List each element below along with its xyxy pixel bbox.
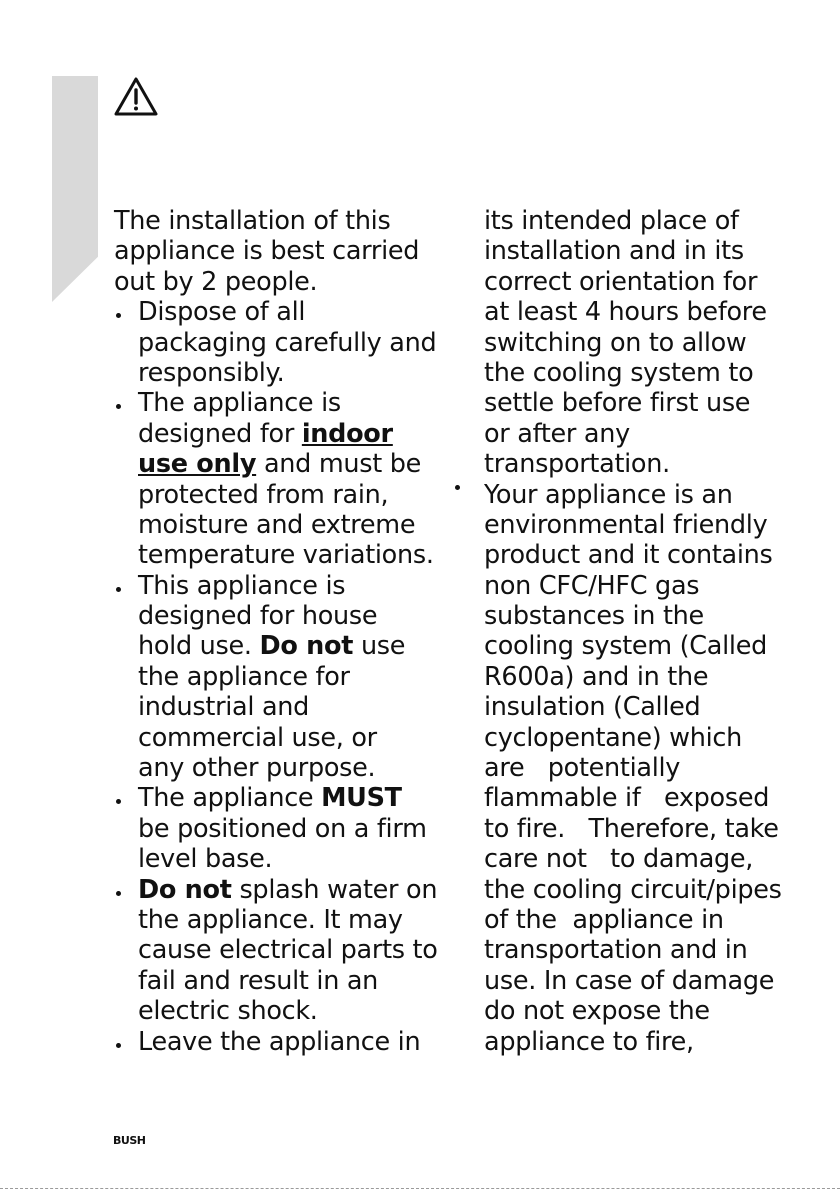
bullet-text-line: moisture and extreme xyxy=(138,509,416,540)
bullet-text-line: cyclopentane) which xyxy=(484,722,742,753)
bullet-text-line: appliance to fire, xyxy=(484,1026,694,1057)
bullet-text-line: cooling system (Called xyxy=(484,631,767,662)
intro-line: out by 2 people. xyxy=(114,266,318,297)
bullet-text-line xyxy=(114,419,459,449)
bullet-text-line: designed for house xyxy=(138,601,378,632)
bullet-text-line: substances in the xyxy=(484,601,704,632)
continued-text-line: at least 4 hours before xyxy=(484,297,767,328)
bullet-text-line: the appliance. It may xyxy=(138,904,403,935)
continued-text-line: or after any xyxy=(484,418,630,449)
bullet-item-environment: Your appliance is an xyxy=(484,480,824,510)
emphasis-use-only: use only xyxy=(138,449,257,480)
bullet-text-line xyxy=(114,449,459,479)
bullet-text-line: non CFC/HFC gas xyxy=(484,570,700,601)
bullet-text-line: use. In case of damage xyxy=(484,965,775,996)
bullet-text-line: to fire. Therefore, take xyxy=(484,813,779,844)
bullet-text-line: product and it contains xyxy=(484,540,773,571)
continued-text-line: installation and in its xyxy=(484,236,744,267)
bullet-item-indoor-use: The appliance is xyxy=(114,388,459,418)
emphasis-indoor: indoor xyxy=(301,418,393,449)
continued-text-line: its intended place of xyxy=(484,206,739,236)
text-run: splash water on xyxy=(231,874,438,905)
warning-triangle-icon xyxy=(113,76,159,118)
continued-text-line: the cooling system to xyxy=(484,357,754,388)
brand-logo-text: BUSH xyxy=(113,1134,146,1147)
bullet-text-line: cause electrical parts to xyxy=(138,935,438,966)
emphasis-must: MUST xyxy=(321,783,402,814)
emphasis-do-not: Do not xyxy=(138,874,232,905)
bullet-text-line xyxy=(114,631,459,661)
bullet-text-line: the cooling circuit/pipes xyxy=(484,874,782,905)
page-bottom-rule xyxy=(0,1188,840,1189)
text-run: hold use. xyxy=(138,631,260,662)
bullet-item-firm-base xyxy=(114,783,459,813)
bullet-text-line: are potentially xyxy=(484,753,681,784)
bullet-text-line: R600a) and in the xyxy=(484,661,709,692)
text-run: and must be xyxy=(256,449,421,480)
section-tab-marker xyxy=(52,76,98,302)
bullet-text-line: protected from rain, xyxy=(138,479,389,510)
intro-line: appliance is best carried xyxy=(114,236,420,267)
continued-text-line: transportation. xyxy=(484,449,670,480)
text-run: use xyxy=(353,631,406,662)
intro-line: The installation of this xyxy=(114,206,391,236)
right-text-column xyxy=(484,206,824,1057)
bullet-text-line: commercial use, or xyxy=(138,722,377,753)
bullet-text-line: care not to damage, xyxy=(484,844,754,875)
bullet-text-line: do not expose the xyxy=(484,996,710,1027)
bullet-text-line: level base. xyxy=(138,844,273,875)
continued-text-line: correct orientation for xyxy=(484,266,758,297)
bullet-text-line: temperature variations. xyxy=(138,540,434,571)
bullet-text-line: environmental friendly xyxy=(484,509,768,540)
bullet-text-line: transportation and in xyxy=(484,935,748,966)
bullet-text-line: be positioned on a firm xyxy=(138,813,427,844)
bullet-text-line: industrial and xyxy=(138,692,310,723)
bullet-item-leave-appliance: Leave the appliance in xyxy=(114,1027,459,1057)
bullet-text-line: fail and result in an xyxy=(138,965,379,996)
bullet-text-line: any other purpose. xyxy=(138,753,376,784)
text-run: designed for xyxy=(138,418,302,449)
bullet-item-packaging: Dispose of all xyxy=(114,297,459,327)
continued-text-line: switching on to allow xyxy=(484,327,747,358)
bullet-text-line: flammable if exposed xyxy=(484,783,770,814)
bullet-text-line: responsibly. xyxy=(138,357,285,388)
bullet-item-splash-water xyxy=(114,875,459,905)
bullet-text-line: packaging carefully and xyxy=(138,327,437,358)
bullet-text-line: the appliance for xyxy=(138,661,350,692)
continued-text-line: settle before first use xyxy=(484,388,751,419)
bullet-text-line: of the appliance in xyxy=(484,904,724,935)
emphasis-do-not: Do not xyxy=(259,631,354,662)
bullet-text-line: insulation (Called xyxy=(484,692,701,723)
brand-logo xyxy=(113,1134,145,1147)
bullet-item-household-use: This appliance is xyxy=(114,571,459,601)
text-run: The appliance xyxy=(138,783,322,814)
bullet-text-line: electric shock. xyxy=(138,996,318,1027)
left-text-column xyxy=(114,206,459,1057)
